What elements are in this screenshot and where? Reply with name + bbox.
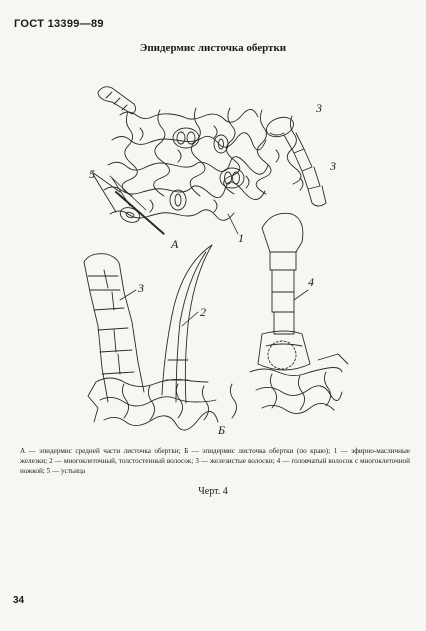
- thick-walled-hair-2: [162, 245, 212, 403]
- epidermis-cell-network-b: [88, 354, 348, 430]
- pointer-5-b: [110, 176, 146, 210]
- pointer-1: [228, 214, 238, 234]
- legend-text: А — эпидермис средней части листочка обертки; Б — эпидермис листочка обертки (по краю); 1 — эфирно-масличные железки; 2 — многоклеточный, толстостенный волосок; 3 — железистые волоски; 4 — головчатый волосок с многоклеточной ножкой; 5 — устьица: [20, 447, 410, 475]
- figure-number: Черт. 4: [198, 486, 228, 497]
- pointer-2: [182, 312, 198, 326]
- label-5: 5: [89, 167, 95, 181]
- epidermis-cell-network-a: [104, 108, 303, 220]
- standard-header: ГОСТ 13399—89: [14, 18, 104, 30]
- label-4: 4: [308, 275, 314, 289]
- pointer-4: [294, 290, 308, 300]
- glandular-hair-3: [84, 254, 144, 402]
- figure-title: Эпидермис листочка обертки: [139, 42, 287, 54]
- capitate-hair-4: [258, 213, 310, 370]
- glandular-hair-left-top: [98, 87, 136, 114]
- label-b: Б: [218, 423, 226, 437]
- glandular-hair-right: [264, 114, 326, 206]
- figure-legend: [20, 446, 410, 476]
- page-number: 34: [13, 595, 25, 606]
- pointer-3: [120, 290, 136, 300]
- label-3-right: 3: [330, 159, 336, 173]
- label-1: 1: [238, 231, 244, 245]
- label-2: 2: [200, 305, 206, 319]
- label-3-lower: 3: [138, 281, 144, 295]
- label-a: А: [171, 237, 179, 251]
- label-3-top: 3: [316, 101, 322, 115]
